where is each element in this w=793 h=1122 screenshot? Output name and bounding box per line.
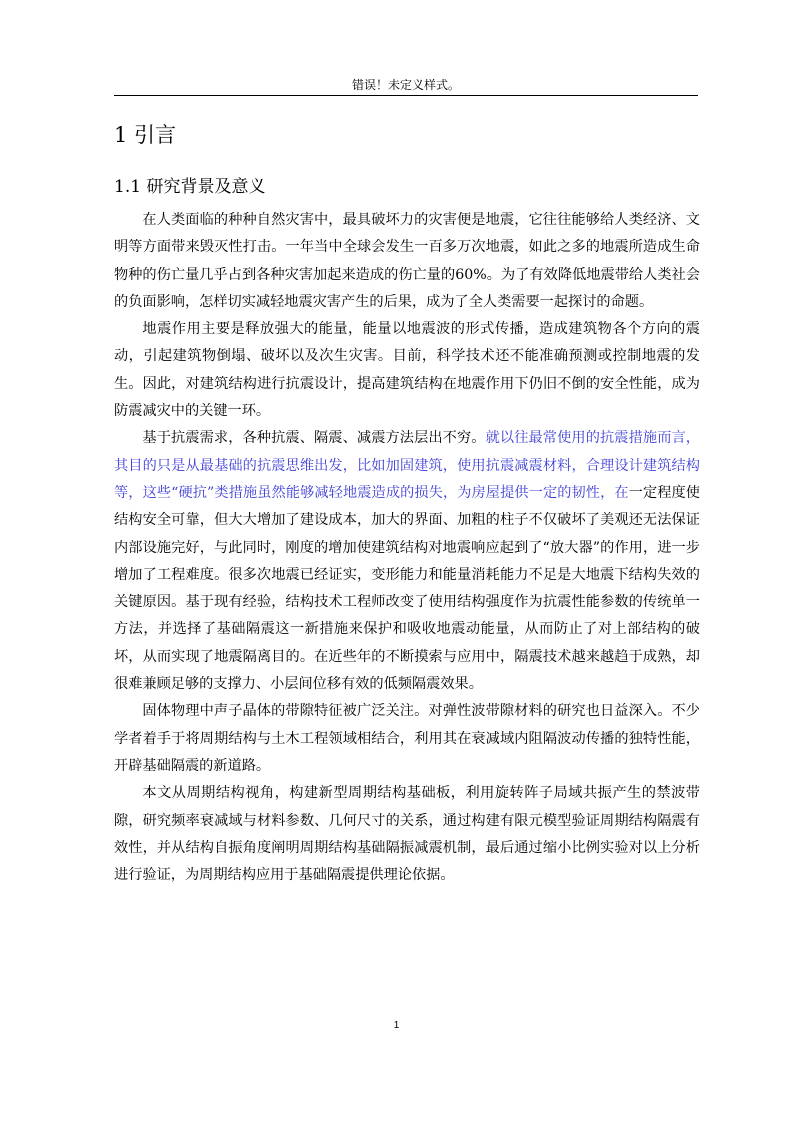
paragraph-4: 固体物理中声子晶体的带隙特征被广泛关注。对弹性波带隙材料的研究也日益深入。不少学者着手于将周期结构与土木工程领域相结合，利用其在衰减域内阻隔波动传播的独特性能，开辟基础隔震的新道路。 bbox=[114, 703, 700, 774]
page-number: 1 bbox=[393, 1020, 400, 1031]
chapter-heading: 1 引言 bbox=[114, 123, 177, 147]
paragraph-5: 本文从周期结构视角，构建新型周期结构基础板，利用旋转阵子局域共振产生的禁波带隙，研究频率衰减域与材料参数、几何尺寸的关系，通过构建有限元模型验证周期结构隔震有效性，并从结构自振角度阐明周期结构基础隔振减震机制，最后通过缩小比例实验对以上分析进行验证，为周期结构应用于基础隔震提供理论依据。 bbox=[114, 785, 700, 884]
paragraph-3-text-end: 一定程度使结构安全可靠，但大大增加了建设成本，加大的界面、加粗的柱子不仅破坏了美观还无法保证内部设施完好，与此同时，刚度的增加使建筑结构对地震响应起到了“放大器”的作用，进一步增加了工程难度。很多次地震已经证实，变形能力和能量消耗能力不足是大地震下结构失效的关键原因。基于现有经验，结构技术工程师改变了使用结构强度作为抗震性能参数的传统单一方法，并选择了基础隔震这一新措施来保护和吸收地震动能量，从而防止了对上部结构的破坏，从而实现了地震隔离目的。在近些年的不断摸索与应用中，隔震技术越来越趋于成熟，却很难兼顾足够的支撑力、小层间位移有效的低频隔震效果。 bbox=[114, 484, 700, 693]
page-header: 错误！未定义样式。 bbox=[351, 78, 460, 92]
body-text bbox=[114, 207, 700, 889]
paragraph-1: 在人类面临的种种自然灾害中，最具破坏力的灾害便是地震，它往往能够给人类经济、文明等方面带来毁灭性打击。一年当中全球会发生一百多万次地震，如此之多的地震所造成生命物种的伤亡量几乎占到各种灾害加起来造成的伤亡量的60%。为了有效降低地震带给人类社会的负面影响，怎样切实减轻地震灾害产生的后果，成为了全人类需要一起探讨的命题。 bbox=[114, 212, 700, 310]
header-divider bbox=[114, 95, 698, 96]
paragraph-2: 地震作用主要是释放强大的能量，能量以地震波的形式传播，造成建筑物各个方向的震动，引起建筑物倒塌、破坏以及次生灾害。目前，科学技术还不能准确预测或控制地震的发生。因此，对建筑结构进行抗震设计，提高建筑结构在地震作用下仍旧不倒的安全性能，成为防震减灾中的关键一环。 bbox=[114, 321, 700, 420]
section-heading: 1.1 研究背景及意义 bbox=[114, 177, 266, 197]
paragraph-3-highlighted-text: 就以往最常使用的抗震措施而言，其目的只是从最基础的抗震思维出发，比如加固建筑，使用抗震减震材料，合理设计建筑结构等，这些“硬抗”类措施虽然能够减轻地震造成的损失，为房屋提供一定的韧性，在 bbox=[114, 430, 700, 501]
paragraph-3 bbox=[114, 425, 700, 698]
paragraph-3-text-start: 基于抗震需求，各种抗震、隔震、减震方法层出不穷。 bbox=[142, 430, 486, 447]
